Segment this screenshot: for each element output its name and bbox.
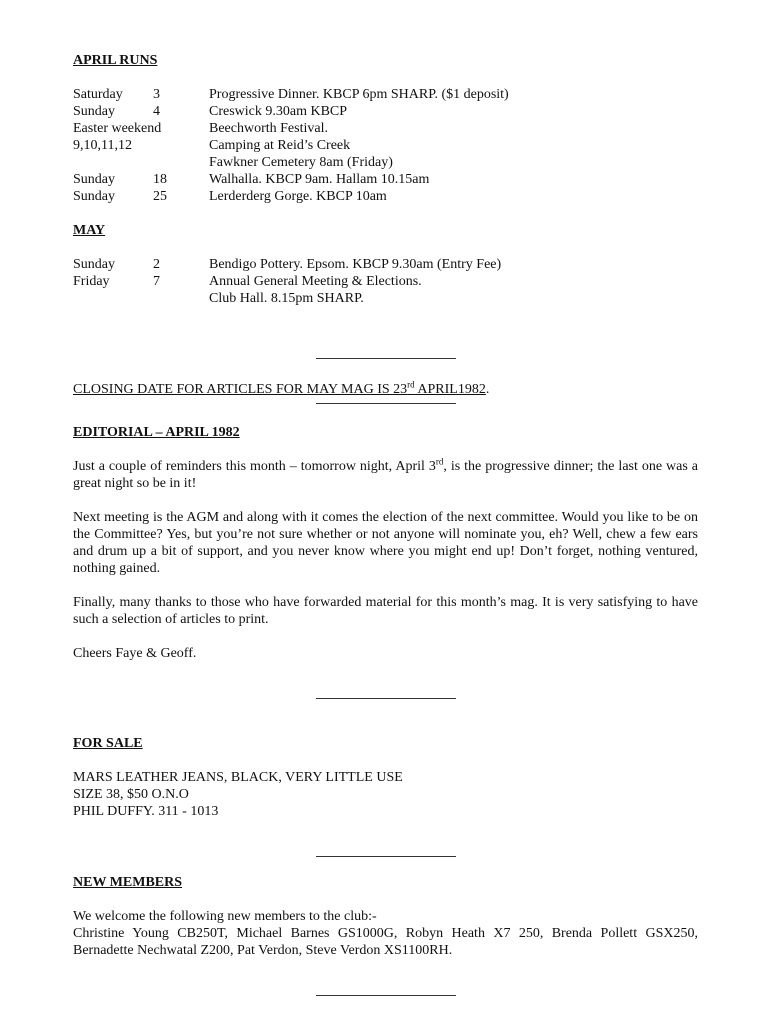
run-day: 9,10,11,12 bbox=[73, 138, 132, 153]
listing-line: MARS LEATHER JEANS, BLACK, VERY LITTLE USE bbox=[73, 770, 403, 785]
run-row bbox=[73, 103, 698, 120]
run-day: Easter weekend bbox=[73, 121, 162, 136]
run-row bbox=[73, 290, 698, 307]
run-row bbox=[73, 188, 698, 205]
editorial-paragraph: Next meeting is the AGM and along with it comes the election of the next committee. Would you like to be on the Committee? Yes, but you’re not sure whether or not anyone will nominate you, eh? Well, chew a few ears and drum up a bit of support, and you never know where you might end up! Don’t forget, nothing ventured, nothing gained. bbox=[73, 510, 698, 576]
editorial-paragraph: Finally, many thanks to those who have forwarded material for this month’s mag. It is very satisfying to have such a selection of articles to print. bbox=[73, 595, 698, 627]
run-event: Camping at Reid’s Creek bbox=[209, 138, 351, 153]
editorial-signoff: Cheers Faye & Geoff. bbox=[73, 646, 197, 661]
run-event: Bendigo Pottery. Epsom. KBCP 9.30am (Entry Fee) bbox=[209, 257, 502, 272]
separator-line bbox=[316, 856, 456, 857]
run-event: Lerderderg Gorge. KBCP 10am bbox=[209, 189, 387, 204]
closing-date-text: CLOSING DATE FOR ARTICLES FOR MAY MAG IS 23rd APRIL1982 bbox=[73, 379, 486, 397]
run-day: Sunday bbox=[73, 189, 115, 204]
run-day: Sunday bbox=[73, 104, 115, 119]
run-date: 25 bbox=[153, 189, 167, 204]
separator-line bbox=[316, 358, 456, 359]
run-event: Beechworth Festival. bbox=[209, 121, 328, 136]
run-day: Sunday bbox=[73, 172, 115, 187]
run-row bbox=[73, 171, 698, 188]
run-event: Creswick 9.30am KBCP bbox=[209, 104, 348, 119]
run-row bbox=[73, 120, 698, 137]
run-day: Saturday bbox=[73, 87, 123, 102]
run-date: 4 bbox=[153, 104, 160, 119]
run-date: 7 bbox=[153, 274, 160, 289]
run-day bbox=[73, 154, 209, 171]
run-day: Friday bbox=[73, 274, 110, 289]
run-event: Progressive Dinner. KBCP 6pm SHARP. ($1 deposit) bbox=[209, 87, 509, 102]
editorial-heading: EDITORIAL – APRIL 1982 bbox=[73, 425, 240, 440]
run-row bbox=[73, 256, 698, 273]
run-day bbox=[73, 290, 209, 307]
run-event: Fawkner Cemetery 8am (Friday) bbox=[209, 155, 393, 170]
separator-line bbox=[316, 995, 456, 996]
run-date: 2 bbox=[153, 257, 160, 272]
run-row bbox=[73, 137, 698, 154]
april-runs-table bbox=[73, 86, 698, 205]
may-heading: MAY bbox=[73, 223, 106, 238]
run-date: 3 bbox=[153, 87, 160, 102]
run-event: Walhalla. KBCP 9am. Hallam 10.15am bbox=[209, 172, 430, 187]
closing-date-notice: CLOSING DATE FOR ARTICLES FOR MAY MAG IS 23rd APRIL1982. bbox=[73, 379, 490, 397]
separator-line bbox=[316, 403, 456, 404]
may-runs-table bbox=[73, 256, 698, 307]
listing-line: SIZE 38, $50 O.N.O bbox=[73, 787, 189, 802]
new-members-list: Christine Young CB250T, Michael Barnes GS1000G, Robyn Heath X7 250, Brenda Pollett GSX250, Bernadette Nechwatal Z200, Pat Verdon, Steve Verdon XS1100RH. bbox=[73, 926, 698, 958]
newsletter-page bbox=[73, 52, 698, 996]
april-runs-heading: APRIL RUNS bbox=[73, 53, 158, 68]
run-event: Club Hall. 8.15pm SHARP. bbox=[209, 291, 364, 306]
run-event: Annual General Meeting & Elections. bbox=[209, 274, 422, 289]
run-row bbox=[73, 154, 698, 171]
separator-line bbox=[316, 698, 456, 699]
run-row bbox=[73, 86, 698, 103]
run-row bbox=[73, 273, 698, 290]
new-members-intro: We welcome the following new members to the club:- bbox=[73, 909, 377, 924]
new-members-heading: NEW MEMBERS bbox=[73, 875, 183, 890]
for-sale-heading: FOR SALE bbox=[73, 736, 143, 751]
listing-line: PHIL DUFFY. 311 - 1013 bbox=[73, 804, 219, 819]
run-day: Sunday bbox=[73, 257, 115, 272]
for-sale-listing bbox=[73, 769, 698, 820]
run-date: 18 bbox=[153, 172, 167, 187]
editorial-paragraph: Just a couple of reminders this month – tomorrow night, April 3rd, is the progressive dinner; the last one was a great night so be in it! bbox=[73, 456, 698, 491]
